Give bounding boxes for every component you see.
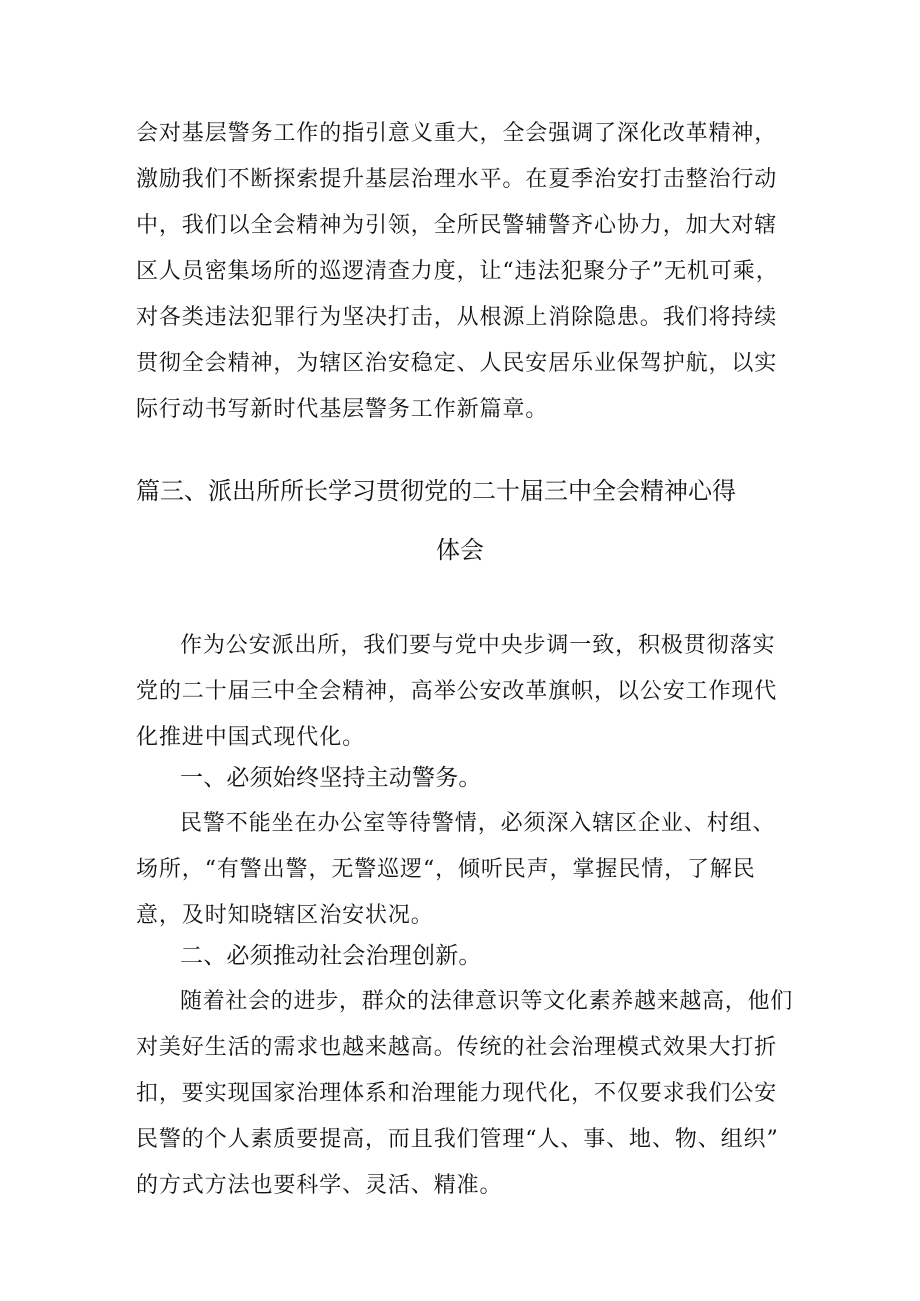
- section-title-line-2: 体会: [436, 536, 484, 564]
- paragraph-line: 激励我们不断探索提升基层治理水平。在夏季治安打击整治行动: [136, 167, 778, 192]
- point-two: [136, 933, 796, 1209]
- paragraph-line: 化推进中国式现代化。: [136, 725, 366, 750]
- section-title-line-1: 篇三、派出所所长学习贯彻党的二十届三中全会精神心得: [136, 477, 736, 505]
- paragraph-line: 意，及时知晓辖区治安状况。: [136, 903, 434, 928]
- paragraph-line: 扣，要实现国家治理体系和治理能力现代化，不仅要求我们公安: [136, 1081, 778, 1106]
- paragraph-line: 民警的个人素质要提高，而且我们管理“人、事、地、物、组织”: [136, 1127, 779, 1152]
- paragraph-line: 党的二十届三中全会精神，高举公安改革旗帜，以公安工作现代: [136, 679, 778, 704]
- paragraph-line: 际行动书写新时代基层警务工作新篇章。: [136, 397, 549, 422]
- continuation-paragraph: [136, 111, 796, 433]
- point-one-heading: 一、必须始终坚持主动警务。: [180, 765, 482, 791]
- paragraph-line: 场所，“有警出警，无警巡逻“，倾听民声，掌握民情，了解民: [136, 857, 756, 882]
- intro-paragraph: [136, 623, 796, 761]
- paragraph-line: 贯彻全会精神，为辖区治安稳定、人民安居乐业保驾护航，以实: [136, 351, 778, 376]
- paragraph-line: 民警不能坐在办公室等待警情，必须深入辖区企业、村组、: [180, 811, 776, 836]
- paragraph-line: 对各类违法犯罪行为坚决打击，从根源上消除隐患。我们将持续: [136, 305, 778, 330]
- paragraph-line: 中，我们以全会精神为引领，全所民警辅警齐心协力，加大对辖: [136, 213, 778, 238]
- paragraph-line: 作为公安派出所，我们要与党中央步调一致，积极贯彻落实: [180, 633, 776, 658]
- point-one: [136, 755, 796, 939]
- paragraph-line: 会对基层警务工作的指引意义重大，全会强调了深化改革精神，: [136, 121, 778, 146]
- paragraph-line: 对美好生活的需求也越来越高。传统的社会治理模式效果大打折: [136, 1035, 778, 1060]
- paragraph-line: 随着社会的进步，群众的法律意识等文化素养越来越高，他们: [180, 989, 793, 1014]
- paragraph-line: 的方式方法也要科学、灵活、精准。: [136, 1173, 503, 1198]
- paragraph-line: 区人员密集场所的巡逻清查力度，让“违法犯聚分子”无机可乘，: [136, 259, 779, 284]
- point-two-heading: 二、必须推动社会治理创新。: [180, 943, 482, 969]
